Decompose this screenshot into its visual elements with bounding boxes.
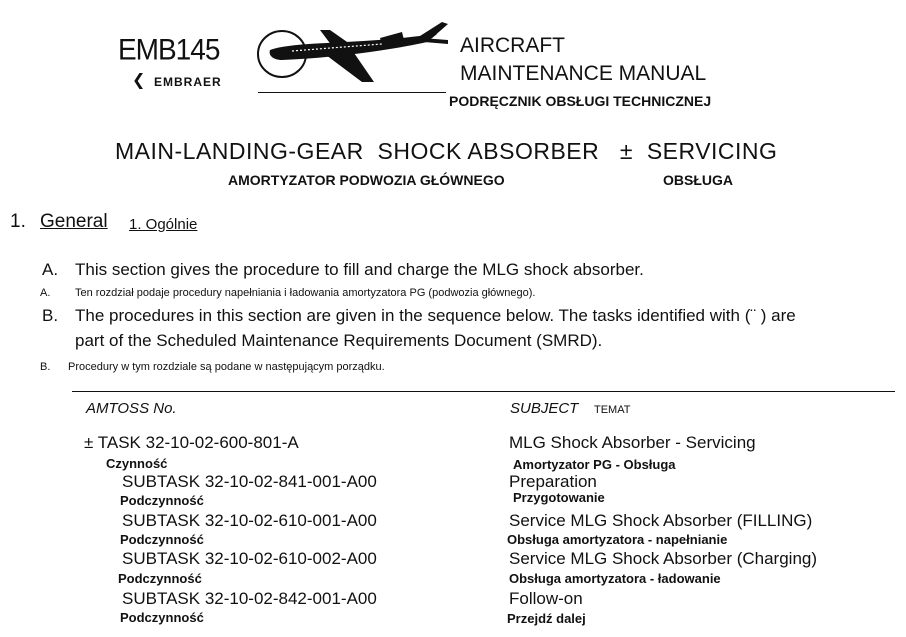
- table-row-code: SUBTASK 32-10-02-841-001-A00: [122, 472, 377, 491]
- table-row-code: SUBTASK 32-10-02-610-001-A00: [122, 511, 377, 530]
- table-header-subject: SUBJECT: [510, 400, 579, 417]
- table-row-code: SUBTASK 32-10-02-610-002-A00: [122, 549, 377, 568]
- section-title: General: [40, 211, 108, 232]
- aircraft-icon: [252, 20, 452, 90]
- table-row-subject: MLG Shock Absorber - Servicing: [509, 433, 756, 452]
- paragraph-b-letter: B.: [42, 306, 59, 325]
- paragraph-b-text-line2: part of the Scheduled Maintenance Requirements Document (SMRD).: [75, 331, 603, 350]
- paragraph-a-note-letter: A.: [40, 287, 51, 299]
- page-title: MAIN-LANDING-GEAR SHOCK ABSORBER ± SERVICING: [115, 138, 778, 164]
- arrow-left-icon: ❮: [132, 72, 146, 89]
- table-row-label: Podczynność: [120, 493, 204, 508]
- page-subtitle-action-pl: OBSŁUGA: [663, 172, 733, 188]
- table-row-code: SUBTASK 32-10-02-842-001-A00: [122, 589, 377, 608]
- table-row-subject: Service MLG Shock Absorber (FILLING): [509, 511, 813, 530]
- table-row-code: ± TASK 32-10-02-600-801-A: [84, 433, 299, 452]
- table-row-subject: Preparation: [509, 472, 597, 491]
- table-row-label: Czynność: [106, 456, 168, 471]
- table-row-subject-pl: Przejdź dalej: [507, 611, 586, 626]
- table-top-rule: [72, 391, 895, 392]
- manual-title-line1: AIRCRAFT: [460, 34, 565, 57]
- logo-embraer: EMBRAER: [154, 75, 222, 89]
- section-number: 1.: [10, 211, 26, 232]
- manual-title-line2: MAINTENANCE MANUAL: [460, 62, 707, 85]
- logo-emb145: EMB145: [118, 33, 220, 66]
- table-header-amtoss: AMTOSS No.: [86, 400, 177, 417]
- table-row-subject: Follow-on: [509, 589, 583, 608]
- table-row-subject-pl: Obsługa amortyzatora - ładowanie: [509, 571, 721, 586]
- paragraph-b-text-line1: The procedures in this section are given in the sequence below. The tasks identified with (¨ ) are: [75, 306, 796, 325]
- paragraph-a-letter: A.: [42, 260, 59, 279]
- manual-title-pl: PODRĘCZNIK OBSŁUGI TECHNICZNEJ: [449, 93, 712, 109]
- table-header-subject-pl: TEMAT: [594, 404, 631, 416]
- page-subtitle-component-pl: AMORTYZATOR PODWOZIA GŁÓWNEGO: [228, 172, 505, 188]
- paragraph-a-note: Ten rozdział podaje procedury napełniania i ładowania amortyzatora PG (podwozia głównego).: [75, 287, 536, 299]
- table-row-subject-pl: Obsługa amortyzatora - napełnianie: [507, 532, 728, 547]
- paragraph-b-note: Procedury w tym rozdziale są podane w następującym porządku.: [68, 361, 385, 373]
- section-title-pl: 1. Ogólnie: [129, 216, 198, 233]
- paragraph-b-note-letter: B.: [40, 361, 51, 373]
- table-row-subject-pl: Amortyzator PG - Obsługa: [513, 457, 676, 472]
- table-row-label: Podczynność: [120, 610, 204, 625]
- table-row-subject-pl: Przygotowanie: [513, 490, 605, 505]
- header-rule: [258, 92, 446, 93]
- table-row-subject: Service MLG Shock Absorber (Charging): [509, 549, 818, 568]
- paragraph-a-text: This section gives the procedure to fill and charge the MLG shock absorber.: [75, 260, 644, 279]
- table-row-label: Podczynność: [118, 571, 202, 586]
- table-row-label: Podczynność: [120, 532, 204, 547]
